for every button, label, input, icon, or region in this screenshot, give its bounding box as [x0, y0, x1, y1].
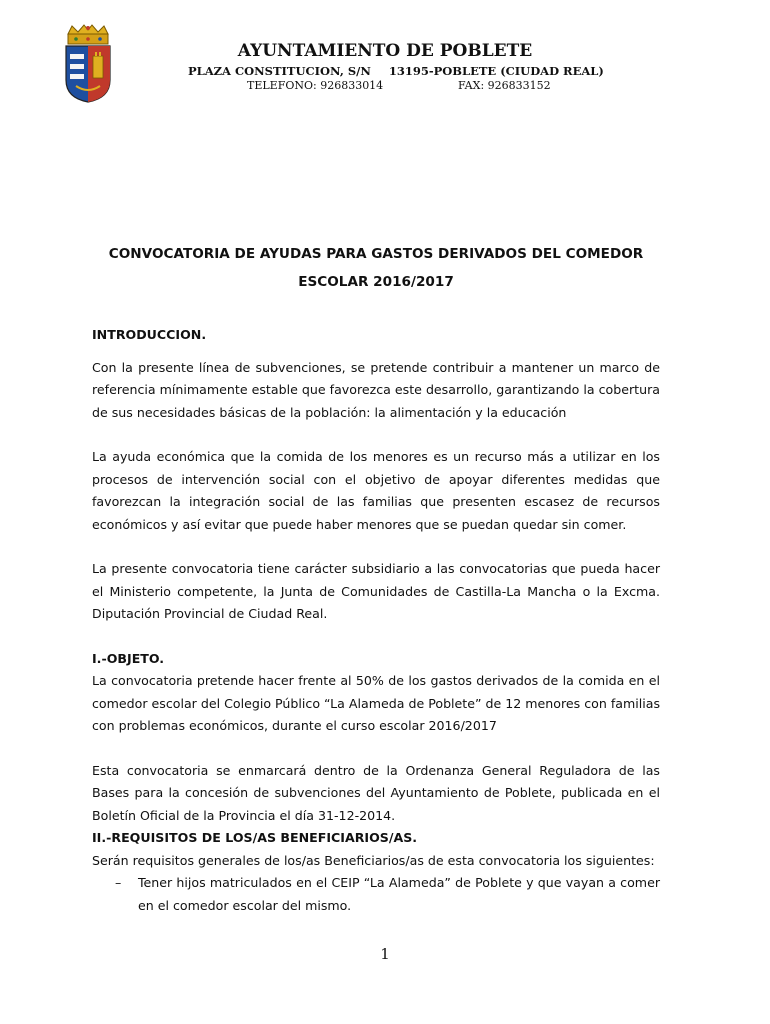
- organization-name: AYUNTAMIENTO DE POBLETE: [237, 41, 533, 61]
- list-item-text: Tener hijos matriculados en el CEIP “La Alameda” de Poblete y que vayan a comer en el comedor escolar del mismo.: [138, 875, 660, 913]
- document-body: [92, 240, 660, 917]
- postal-city: 13195-POBLETE (CIUDAD REAL): [388, 64, 604, 78]
- objeto-paragraph-2: Esta convocatoria se enmarcará dentro de la Ordenanza General Reguladora de las Bases para la concesión de subvenciones del Ayuntamiento de Poblete, publicada en el Boletín Oficial de la Provincia el día 31-12-2014.: [92, 762, 660, 823]
- phone-number: TELEFONO: 926833014: [247, 79, 384, 92]
- page-number: 1: [380, 945, 390, 963]
- document-title: [92, 240, 660, 296]
- bullet-marker: –: [115, 875, 122, 890]
- intro-paragraph-1: Con la presente línea de subvenciones, se pretende contribuir a mantener un marco de referencia mínimamente estable que favorezca este desarrollo, garantizando la cobertura de sus necesidades básicas de la población: la alimentación y la educación: [92, 359, 660, 420]
- objeto-heading: I.-OBJETO.: [92, 650, 165, 666]
- intro-heading: INTRODUCCION.: [92, 327, 207, 342]
- list-item: [115, 872, 660, 917]
- street-address: PLAZA CONSTITUCION, S/N: [188, 64, 371, 78]
- intro-paragraph-2: La ayuda económica que la comida de los menores es un recurso más a utilizar en los procesos de intervención social con el objetivo de apoyar diferentes medidas que favorezcan la integración social de las familias que presenten escasez de recursos económicos y así evitar que puede haber menores que se puedan quedar sin comer.: [92, 449, 660, 532]
- title-line-1: CONVOCATORIA DE AYUDAS PARA GASTOS DERIVADOS DEL COMEDOR: [108, 246, 644, 262]
- title-line-2: ESCOLAR 2016/2017: [298, 274, 454, 290]
- intro-paragraph-3: La presente convocatoria tiene carácter subsidiario a las convocatorias que pueda hacer el Ministerio competente, la Junta de Comunidades de Castilla-La Mancha o la Excma. Diputación Provincial de Ciudad Real.: [92, 561, 660, 621]
- address-line: [188, 64, 604, 78]
- fax-number: FAX: 926833152: [458, 79, 551, 92]
- requisitos-heading: II.-REQUISITOS DE LOS/AS BENEFICIARIOS/AS.: [92, 830, 418, 845]
- objeto-paragraph-1: La convocatoria pretende hacer frente al 50% de los gastos derivados de la comida en el comedor escolar del Colegio Público “La Alameda de Poblete” de 12 menores con familias con problemas económicos, durante el curso escolar 2016/2017: [92, 673, 661, 733]
- coat-of-arms-icon: [62, 24, 114, 104]
- requisitos-list: [92, 872, 660, 917]
- requisitos-paragraph-1: Serán requisitos generales de los/as Beneficiarios/as de esta convocatoria los siguientes:: [92, 852, 655, 868]
